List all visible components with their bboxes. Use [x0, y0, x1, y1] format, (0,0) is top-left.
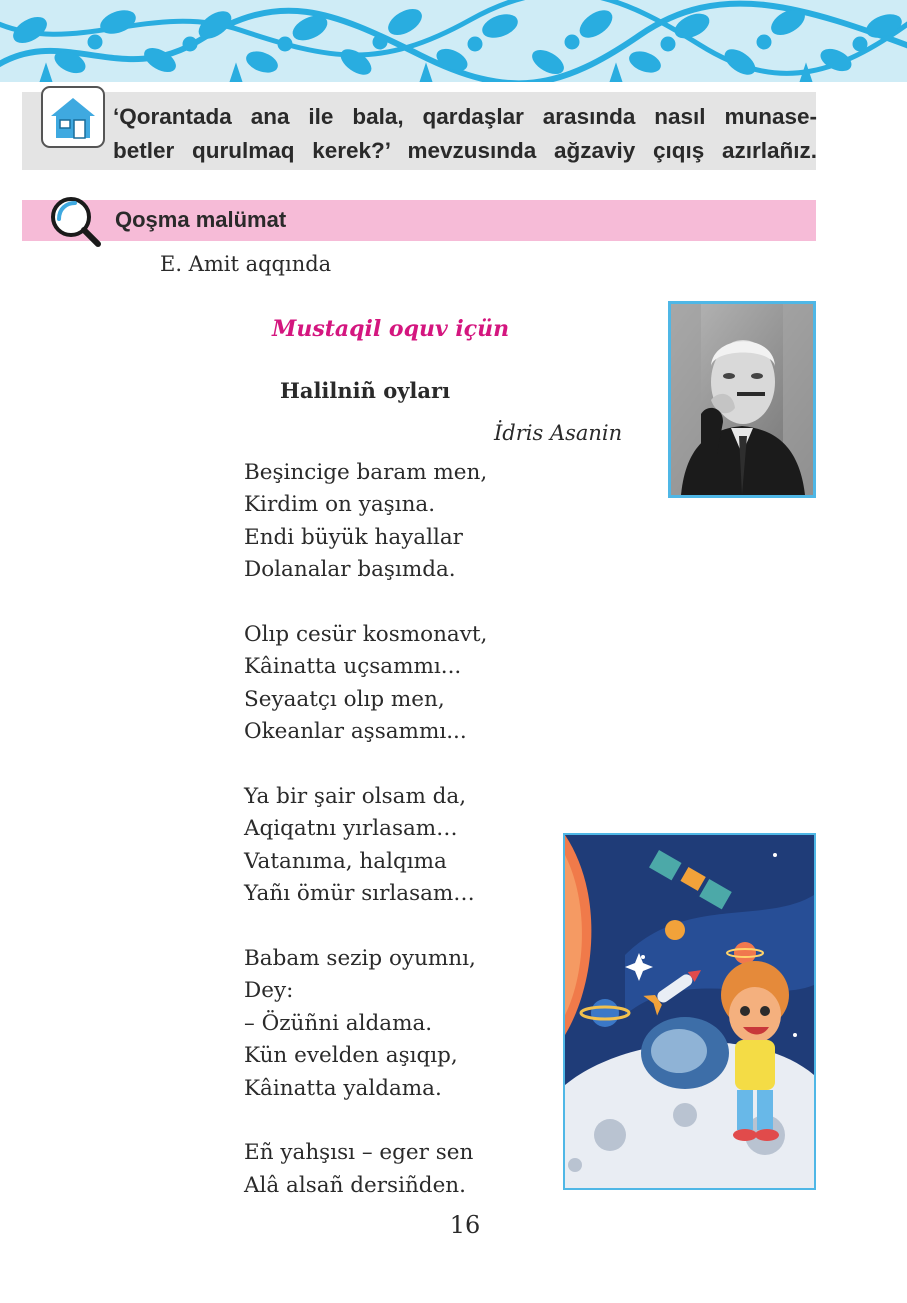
poem-line: Seyaatçı olıp men, — [244, 686, 445, 712]
poem-line: Alâ alsañ dersiñden. — [244, 1172, 466, 1198]
poem-line: Beşincige baram men, — [244, 460, 488, 485]
poem-line: Kâinatta yaldama. — [244, 1075, 442, 1101]
poem-line: Ya bir şair olsam da, — [244, 784, 467, 810]
space-boy-illustration — [563, 833, 816, 1190]
info-title: Qoşma malümat — [115, 207, 287, 232]
task-text — [113, 100, 817, 168]
task-line: ‘Qorantada ana ile bala, qardaşlar arasında nasıl munase- — [113, 104, 817, 129]
stanza — [244, 781, 554, 911]
poem-line: Kâinatta uçsammı... — [244, 654, 462, 680]
poem-line: Vatanıma, halqıma — [244, 848, 447, 874]
poem-line: Yañı ömür sırlasam… — [244, 881, 475, 907]
poem-line: Kirdim on yaşına. — [244, 492, 436, 518]
stanza — [244, 1137, 554, 1202]
poem-line: Kün evelden aşıqıp, — [244, 1043, 458, 1069]
magnifier-icon — [46, 193, 106, 249]
decorative-floral-banner — [0, 0, 907, 82]
poem-line: Okeanlar aşsammı... — [244, 719, 467, 745]
stanza — [244, 619, 554, 749]
page-number: 16 — [449, 1211, 481, 1239]
poem-line: Babam sezip oyumnı, — [244, 946, 476, 972]
stanza — [244, 943, 554, 1105]
poem-line: Olıp cesür kosmonavt, — [244, 622, 488, 648]
poem-title: Halilniñ oyları — [280, 378, 451, 403]
poem-author: İdris Asanin — [494, 421, 623, 445]
stanza — [244, 457, 554, 587]
poem-line: Eñ yahşısı – eger sen — [244, 1140, 474, 1166]
poem-line: Endi büyük hayallar — [244, 524, 463, 550]
poem-line: Aqiqatnı yırlasam… — [244, 816, 458, 842]
floral-pattern — [0, 0, 907, 82]
poem-line: Dolanalar başımda. — [244, 557, 456, 583]
home-icon — [41, 86, 105, 148]
poem-line: – Özüñni aldama. — [244, 1010, 433, 1036]
poem-line: Dey: — [244, 978, 294, 1004]
poem — [244, 457, 554, 1235]
self-study-label: Mustaqil oquv içün — [272, 316, 510, 342]
author-about-link: E. Amit aqqında — [160, 252, 332, 276]
task-line: betler qurulmaq kerek?’ mevzusında ağzaviy çıqış azırlañız. — [113, 138, 817, 163]
author-portrait-photo — [668, 301, 816, 498]
